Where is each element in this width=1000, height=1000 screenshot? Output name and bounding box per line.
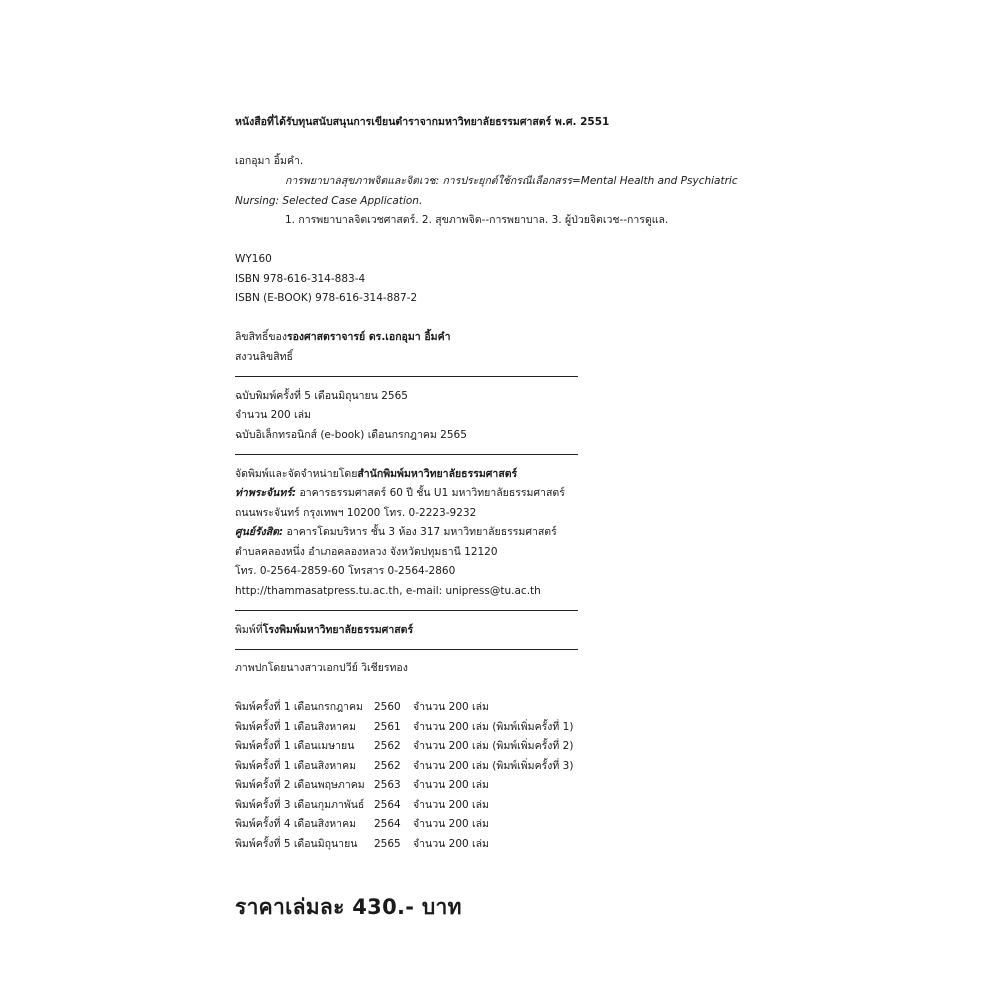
- rights-reserved: สงวนลิขสิทธิ์: [235, 351, 293, 363]
- divider: [235, 610, 578, 611]
- copyright-line: [235, 328, 451, 348]
- edition-ebook: ฉบับอิเล็กทรอนิกส์ (e-book) เดือนกรกฎาคม 2565: [235, 429, 467, 441]
- tha-prachan-text: อาคารธรรมศาสตร์ 60 ปี ชั้น U1 มหาวิทยาลัยธรรมศาสตร์: [296, 487, 565, 499]
- print-history-row: [235, 776, 573, 796]
- print-history-row: [235, 835, 573, 855]
- publisher-phone: โทร. 0-2564-2859-60 โทรสาร 0-2564-2860: [235, 565, 456, 577]
- print-copies: จำนวน 200 เล่ม (พิมพ์เพิ่มครั้งที่ 3): [413, 759, 574, 772]
- price: ราคาเล่มละ 430.- บาท: [235, 895, 462, 919]
- publisher-web: http://thammasatpress.tu.ac.th, e-mail: unipress@tu.ac.th: [235, 585, 541, 597]
- rangsit-address: [235, 523, 557, 543]
- publisher-name: สำนักพิมพ์มหาวิทยาลัยธรรมศาสตร์: [357, 468, 518, 480]
- tha-prachan-address-2: ถนนพระจันทร์ กรุงเทพฯ 10200 โทร. 0-2223-9232: [235, 507, 477, 519]
- print-edition: พิมพ์ครั้งที่ 1 เดือนสิงหาคม: [235, 759, 357, 772]
- print-copies: จำนวน 200 เล่ม: [413, 701, 489, 713]
- rangsit-address-2: ตำบลคลองหนึ่ง อำเภอคลองหลวง จังหวัดปทุมธานี 12120: [235, 546, 498, 558]
- print-year: 2564: [374, 818, 401, 830]
- print-history-row: [235, 796, 573, 816]
- print-history-row: [235, 757, 573, 777]
- copyright-prefix: ลิขสิทธิ์ของ: [235, 331, 287, 343]
- printer-prefix: พิมพ์ที่: [235, 624, 263, 636]
- edition-copies: จำนวน 200 เล่ม: [235, 409, 311, 421]
- print-edition: พิมพ์ครั้งที่ 1 เดือนกรกฎาคม: [235, 701, 363, 713]
- publisher-prefix: จัดพิมพ์และจัดจำหน่ายโดย: [235, 468, 358, 480]
- print-history-row: [235, 815, 573, 835]
- print-history-row: [235, 718, 573, 738]
- catalog-title: การพยาบาลสุขภาพจิตและจิตเวช: การประยุกต์ใช้กรณีเลือกสรร=Mental Health and Psychiatric Nursing: Selected Case Application.: [235, 175, 738, 207]
- print-history-table: [235, 698, 573, 854]
- print-edition: พิมพ์ครั้งที่ 2 เดือนพฤษภาคม: [235, 779, 365, 791]
- print-copies: จำนวน 200 เล่ม: [413, 779, 489, 791]
- print-year: 2564: [374, 798, 401, 811]
- print-copies: จำนวน 200 เล่ม: [413, 837, 489, 850]
- rangsit-label: ศูนย์รังสิต:: [235, 526, 284, 538]
- call-number: WY160: [235, 253, 272, 265]
- print-edition: พิมพ์ครั้งที่ 3 เดือนกุมภาพันธ์: [235, 798, 365, 811]
- catalog-subjects: 1. การพยาบาลจิตเวชศาสตร์. 2. สุขภาพจิต--การพยาบาล. 3. ผู้ป่วยจิตเวช--การดูแล.: [285, 214, 669, 226]
- print-year: 2561: [374, 720, 401, 733]
- divider: [235, 649, 578, 650]
- printer-line: [235, 621, 413, 641]
- isbn-ebook: ISBN (E-BOOK) 978-616-314-887-2: [235, 292, 418, 304]
- tha-prachan-label: ท่าพระจันทร์:: [235, 487, 297, 499]
- publisher-line: [235, 465, 517, 485]
- isbn: ISBN 978-616-314-883-4: [235, 273, 366, 285]
- print-year: 2560: [374, 701, 401, 713]
- divider: [235, 454, 578, 455]
- print-copies: จำนวน 200 เล่ม: [413, 818, 489, 830]
- printer-name: โรงพิมพ์มหาวิทยาลัยธรรมศาสตร์: [262, 624, 414, 636]
- print-edition: พิมพ์ครั้งที่ 1 เดือนเมษายน: [235, 740, 355, 752]
- rangsit-text: อาคารโดมบริหาร ชั้น 3 ห้อง 317 มหาวิทยาลัยธรรมศาสตร์: [283, 526, 557, 538]
- divider: [235, 376, 578, 377]
- print-year: 2562: [374, 759, 401, 772]
- print-copies: จำนวน 200 เล่ม: [413, 798, 489, 811]
- print-edition: พิมพ์ครั้งที่ 1 เดือนสิงหาคม: [235, 720, 357, 733]
- grant-header: หนังสือที่ได้รับทุนสนับสนุนการเขียนตำราจากมหาวิทยาลัยธรรมศาสตร์ พ.ศ. 2551: [235, 116, 610, 128]
- print-year: 2565: [374, 837, 401, 850]
- print-history-row: [235, 698, 573, 718]
- tha-prachan-address: [235, 484, 565, 504]
- catalog-author: เอกอุมา อิ้มคำ.: [235, 155, 304, 167]
- edition-print: ฉบับพิมพ์ครั้งที่ 5 เดือนมิถุนายน 2565: [235, 390, 408, 402]
- print-copies: จำนวน 200 เล่ม (พิมพ์เพิ่มครั้งที่ 1): [413, 720, 574, 733]
- print-edition: พิมพ์ครั้งที่ 4 เดือนสิงหาคม: [235, 818, 357, 830]
- cover-credit: ภาพปกโดยนางสาวเอกปวีย์ วิเชียรทอง: [235, 662, 408, 674]
- print-year: 2562: [374, 740, 401, 752]
- print-edition: พิมพ์ครั้งที่ 5 เดือนมิถุนายน: [235, 837, 358, 850]
- copyright-page: [235, 0, 795, 1000]
- print-copies: จำนวน 200 เล่ม (พิมพ์เพิ่มครั้งที่ 2): [413, 740, 574, 752]
- print-year: 2563: [374, 779, 401, 791]
- print-history-row: [235, 737, 573, 757]
- copyright-owner: รองศาสตราจารย์ ดร.เอกอุมา อิ้มคำ: [286, 331, 451, 343]
